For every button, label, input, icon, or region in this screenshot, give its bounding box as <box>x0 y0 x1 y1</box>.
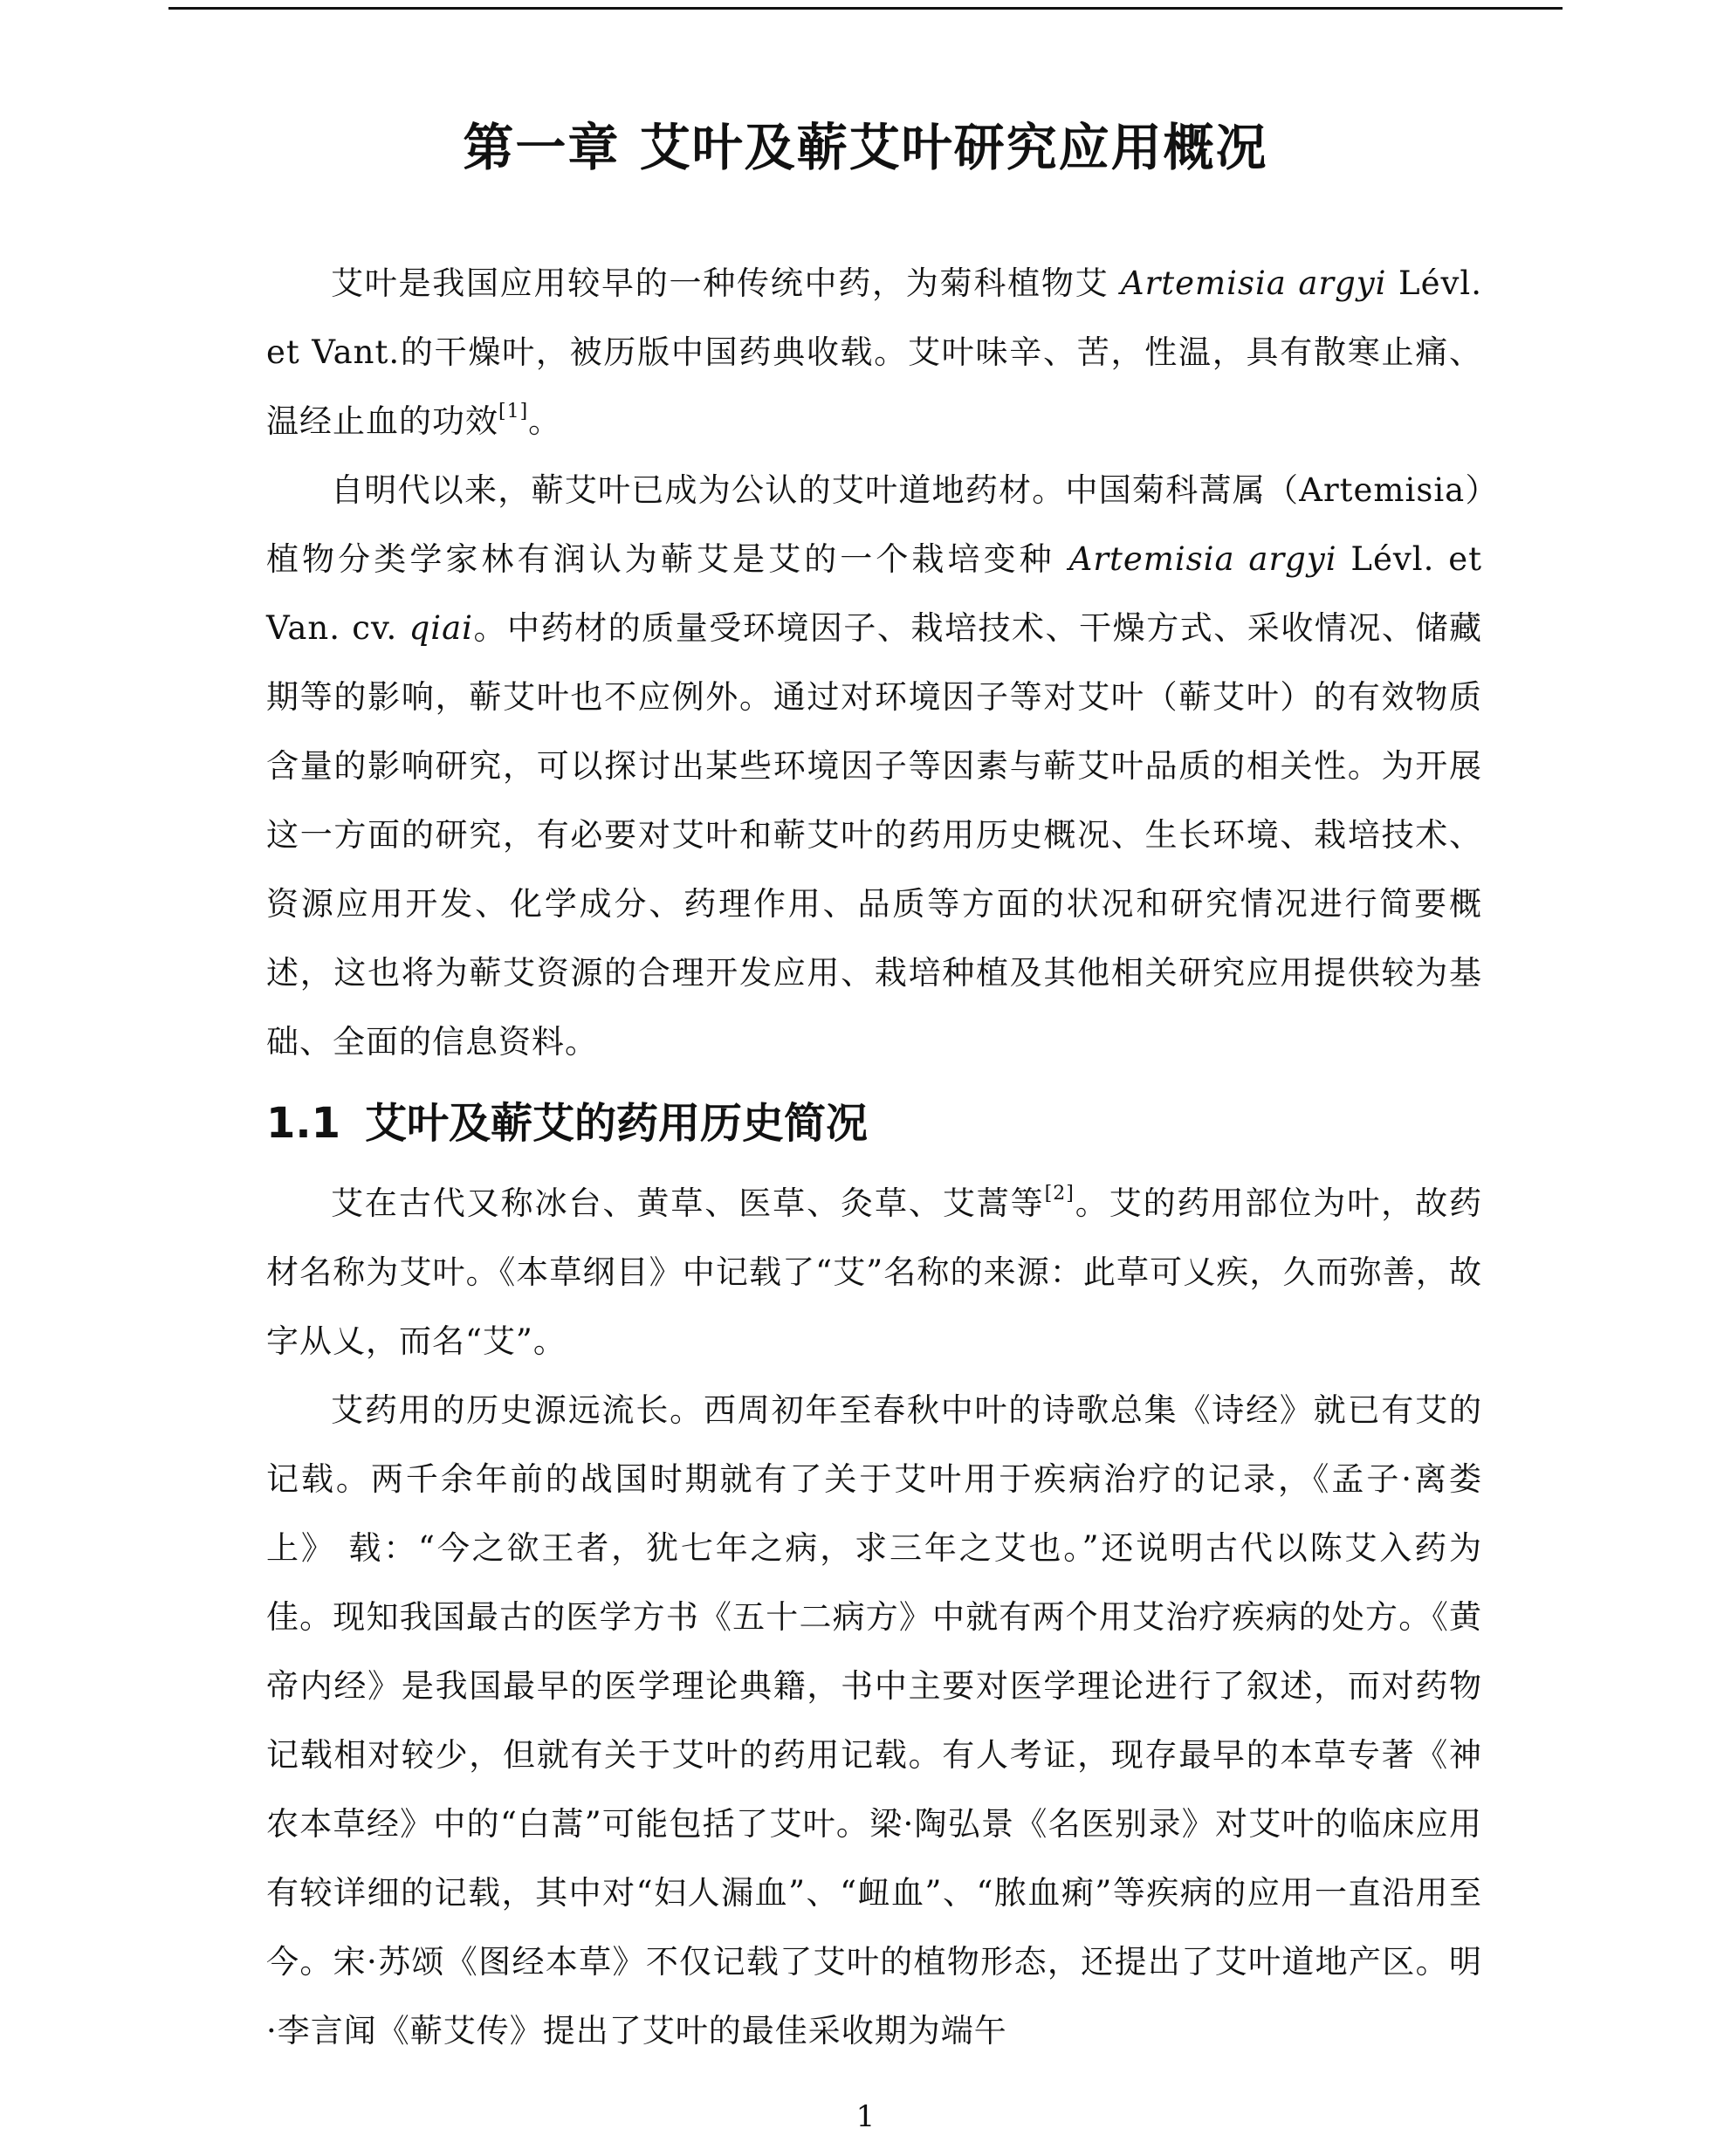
section-paragraph-1 <box>266 1169 1482 1376</box>
text-run: 。 <box>528 402 562 440</box>
citation-ref: [2] <box>1044 1182 1075 1205</box>
intro-paragraph-1 <box>266 249 1482 456</box>
cultivar-name: qiai <box>409 609 473 647</box>
document-body <box>266 249 1482 2065</box>
text-run: 。中药材的质量受环境因子、栽培技术、干燥方式、采收情况、储藏期等的影响，蕲艾叶也不应例外。通过对环境因子等对艾叶（蕲艾叶）的有效物质含量的影响研究，可以探讨出某些环境因子等因素与蕲艾叶品质的相关性。为开展这一方面的研究，有必要对艾叶和蕲艾叶的药用历史概况、生长环境、栽培技术、资源应用开发、化学成分、药理作用、品质等方面的状况和研究情况进行简要概述，这也将为蕲艾资源的合理开发应用、栽培种植及其他相关研究应用提供较为基础、全面的信息资料。 <box>266 609 1482 1061</box>
latin-name: Artemisia argyi <box>1120 264 1387 302</box>
text-run: 艾在古代又称冰台、黄草、医草、灸草、艾蒿等 <box>331 1184 1045 1222</box>
section-number: 1.1 <box>266 1099 341 1148</box>
citation-ref: [1] <box>498 400 529 422</box>
chapter-title: 第一章 艾叶及蕲艾叶研究应用概况 <box>463 117 1268 177</box>
latin-name: Artemisia argyi <box>1068 540 1337 578</box>
section-title: 艾叶及蕲艾的药用历史简况 <box>365 1099 869 1148</box>
text-run: 。艾的药用部位为叶，故药材名称为艾叶。《本草纲目》中记载了“艾”名称的来源：此草可乂疾，久而弥善，故字从乂，而名“艾”。 <box>266 1184 1483 1360</box>
text-run: 自明代以来，蕲艾叶已成为公认的艾叶道地药材。中国菊科蒿属（Artemisia）植物分类学家林有润认为蕲艾是艾的一个栽培变种 <box>266 471 1482 578</box>
intro-paragraph-2 <box>266 456 1482 1076</box>
section-paragraph-2: 艾药用的历史源远流长。西周初年至春秋中叶的诗歌总集《诗经》就已有艾的记载。两千余年前的战国时期就有了关于艾叶用于疾病治疗的记录，《孟子·离娄上》 载：“今之欲王者，犹七年之病，求三年之艾也。”还说明古代以陈艾入药为佳。现知我国最古的医学方书《五十二病方》中就有两个用艾治疗疾病的处方。《黄帝内经》是我国最早的医学理论典籍，书中主要对医学理论进行了叙述，而对药物记载相对较少，但就有关于艾叶的药用记载。有人考证，现存最早的本草专著《神农本草经》中的“白蒿”可能包括了艾叶。梁·陶弘景《名医别录》对艾叶的临床应用有较详细的记载，其中对“妇人漏血”、“衄血”、“脓血痢”等疾病的应用一直沿用至今。宋·苏颂《图经本草》不仅记载了艾叶的植物形态，还提出了艾叶道地产区。明·李言闻《蕲艾传》提出了艾叶的最佳采收期为端午 <box>266 1391 1482 2050</box>
section-heading <box>266 1083 1482 1164</box>
text-run: 艾叶是我国应用较早的一种传统中药，为菊科植物艾 <box>331 264 1109 302</box>
text-run: Lévl. et Van. cv. <box>266 540 1482 647</box>
header-rule <box>168 7 1563 10</box>
text-run: Lévl. et Vant.的干燥叶，被历版中国药典收载。艾叶味辛、苦，性温，具有散寒止痛、温经止血的功效 <box>266 264 1482 440</box>
page-number: 1 <box>855 2099 876 2134</box>
